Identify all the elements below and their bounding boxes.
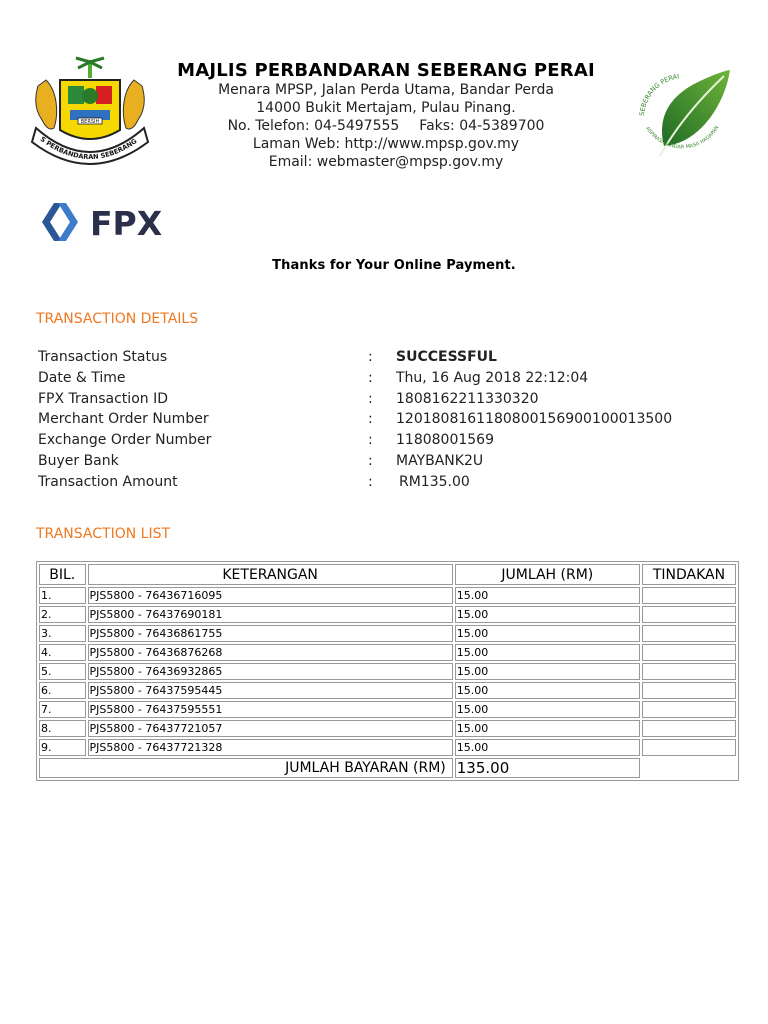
detail-value: 1808162211330320 (396, 391, 539, 407)
detail-colon: : (368, 432, 373, 448)
cell-tindakan (642, 739, 736, 756)
detail-label: FPX Transaction ID (38, 391, 168, 407)
cell-keterangan: PJS5800 - 76437690181 (88, 606, 453, 623)
cell-keterangan: PJS5800 - 76436716095 (88, 587, 453, 604)
transaction-details-title: TRANSACTION DETAILS (36, 311, 199, 327)
table-row (39, 606, 736, 623)
table-row (39, 587, 736, 604)
table-row (39, 682, 736, 699)
detail-label: Exchange Order Number (38, 432, 212, 448)
phone-number: No. Telefon: 04-5497555 (227, 118, 400, 134)
detail-colon: : (368, 453, 373, 469)
table-row (39, 701, 736, 718)
cell-bil: 4. (39, 644, 86, 661)
org-name: MAJLIS PERBANDARAN SEBERANG PERAI (177, 60, 595, 81)
fpx-logo-text: FPX (90, 204, 163, 243)
fax-number: Faks: 04-5389700 (419, 118, 545, 134)
thanks-message: Thanks for Your Online Payment. (272, 258, 516, 273)
cell-tindakan (642, 587, 736, 604)
cell-jumlah: 15.00 (455, 720, 640, 737)
cell-bil: 1. (39, 587, 86, 604)
detail-label: Buyer Bank (38, 453, 119, 469)
cell-bil: 9. (39, 739, 86, 756)
cell-jumlah: 15.00 (455, 682, 640, 699)
table-row (39, 739, 736, 756)
detail-label: Transaction Amount (38, 474, 178, 490)
detail-value: 1201808161180800156900100013500 (396, 411, 673, 427)
cell-tindakan (642, 606, 736, 623)
seberang-perai-leaf-logo (634, 66, 734, 162)
transaction-list-title: TRANSACTION LIST (36, 526, 171, 542)
col-header-jumlah: JUMLAH (RM) (455, 564, 640, 585)
table-row (39, 644, 736, 661)
address-line-2: 14000 Bukit Mertajam, Pulau Pinang. (256, 100, 516, 116)
detail-colon: : (368, 349, 373, 365)
table-header-row (39, 564, 736, 585)
total-value: 135.00 (455, 758, 640, 778)
transaction-table (36, 561, 739, 781)
website-line: Laman Web: http://www.mpsp.gov.my (252, 136, 520, 152)
cell-tindakan (642, 701, 736, 718)
col-header-keterangan: KETERANGAN (88, 564, 453, 585)
table-row (39, 663, 736, 680)
leaf-logo-top-text: SEBERANG PERAI (637, 72, 680, 117)
fpx-logo (40, 200, 190, 244)
address-line-1: Menara MPSP, Jalan Perda Utama, Bandar Perda (218, 82, 554, 98)
crest-banner-text: BERSIH (80, 119, 100, 125)
crest-ribbon-text: S PERBANDARAN SEBERANG (38, 135, 139, 162)
cell-keterangan: PJS5800 - 76436876268 (88, 644, 453, 661)
detail-colon: : (368, 391, 373, 407)
cell-bil: 3. (39, 625, 86, 642)
total-label: JUMLAH BAYARAN (RM) (39, 758, 453, 778)
cell-keterangan: PJS5800 - 76437721057 (88, 720, 453, 737)
table-row (39, 720, 736, 737)
cell-tindakan (642, 625, 736, 642)
cell-tindakan (642, 644, 736, 661)
cell-tindakan (642, 663, 736, 680)
cell-bil: 8. (39, 720, 86, 737)
table-row (39, 625, 736, 642)
cell-jumlah: 15.00 (455, 644, 640, 661)
detail-value: 11808001569 (396, 432, 494, 448)
detail-label: Merchant Order Number (38, 411, 209, 427)
cell-bil: 5. (39, 663, 86, 680)
cell-keterangan: PJS5800 - 76437595551 (88, 701, 453, 718)
cell-keterangan: PJS5800 - 76436861755 (88, 625, 453, 642)
detail-colon: : (368, 370, 373, 386)
cell-jumlah: 15.00 (455, 587, 640, 604)
detail-value: MAYBANK2U (396, 453, 484, 469)
col-header-tindakan: TINDAKAN (642, 564, 736, 585)
cell-jumlah: 15.00 (455, 701, 640, 718)
cell-jumlah: 15.00 (455, 606, 640, 623)
cell-keterangan: PJS5800 - 76436932865 (88, 663, 453, 680)
cell-tindakan (642, 720, 736, 737)
leaf-logo-bottom-text: ASPIRASI BANDAR MASA HADAPAN (644, 124, 721, 151)
detail-label: Transaction Status (38, 349, 168, 365)
detail-value: RM135.00 (399, 474, 470, 490)
detail-colon: : (368, 411, 373, 427)
contact-phone-fax (100, 118, 672, 134)
cell-keterangan: PJS5800 - 76437721328 (88, 739, 453, 756)
cell-bil: 6. (39, 682, 86, 699)
detail-label: Date & Time (38, 370, 126, 386)
detail-colon: : (368, 474, 373, 490)
detail-value-status: SUCCESSFUL (396, 349, 497, 365)
cell-keterangan: PJS5800 - 76437595445 (88, 682, 453, 699)
cell-jumlah: 15.00 (455, 663, 640, 680)
table-total-row (39, 758, 736, 778)
cell-jumlah: 15.00 (455, 739, 640, 756)
cell-tindakan (642, 682, 736, 699)
col-header-bil: BIL. (39, 564, 86, 585)
cell-jumlah: 15.00 (455, 625, 640, 642)
email-line: Email: webmaster@mpsp.gov.my (268, 154, 504, 170)
cell-bil: 2. (39, 606, 86, 623)
cell-bil: 7. (39, 701, 86, 718)
detail-value: Thu, 16 Aug 2018 22:12:04 (396, 370, 589, 386)
